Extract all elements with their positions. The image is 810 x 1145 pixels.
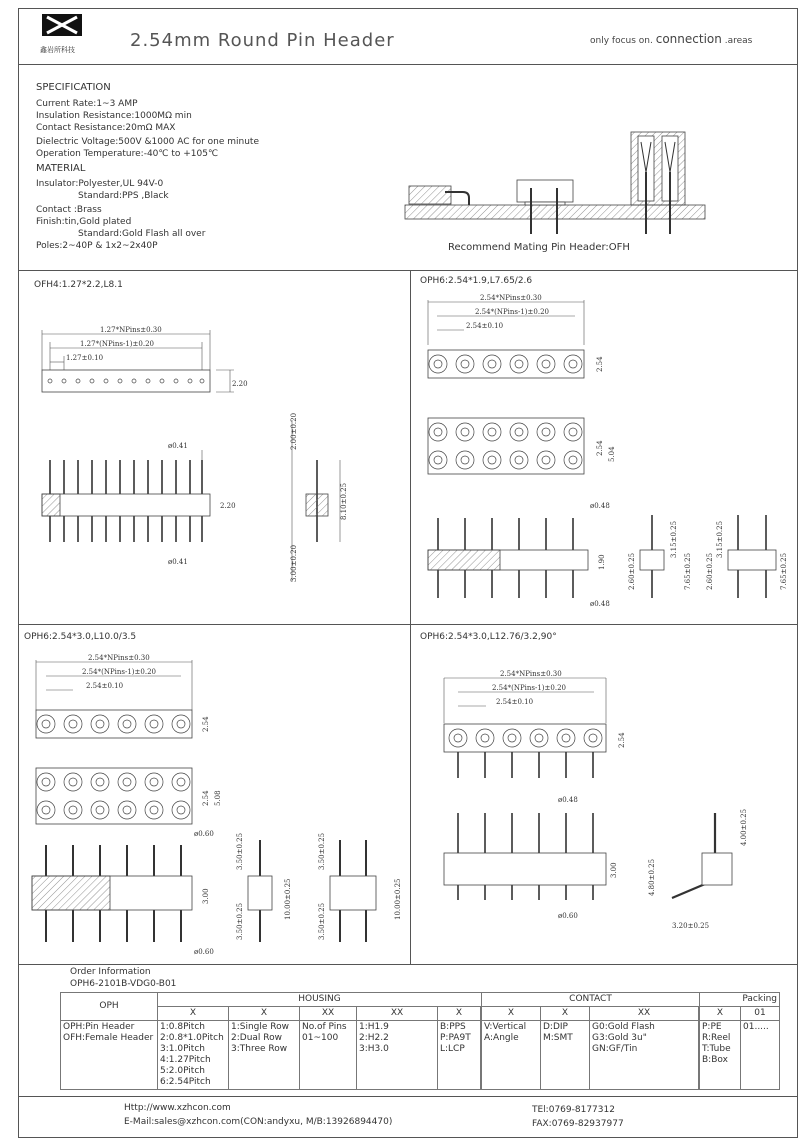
dim-label: 3.15±0.25	[670, 520, 678, 558]
pitch-value: 4:1.27Pitch	[160, 1055, 211, 1065]
table-cell: X	[438, 1007, 481, 1021]
spec-line: Contact Resistance:20mΩ MAX	[36, 123, 176, 133]
panel-title-ofh4: OFH4:1.27*2.2,L8.1	[34, 280, 123, 290]
dim-label: 3.50±0.25	[318, 902, 326, 940]
dim-label: ø0.48	[558, 796, 578, 804]
pitch-value: 3:1.0Pitch	[160, 1044, 205, 1054]
oph-value: OPH:Pin Header	[63, 1022, 135, 1032]
dim-label: ø0.60	[194, 948, 214, 956]
orient-value: A:Angle	[484, 1033, 519, 1043]
dim-label: 2.54	[202, 716, 210, 732]
order-example: OPH6-2101B-VDG0-B01	[70, 979, 177, 989]
material-line: Standard:PPS ,Black	[78, 191, 169, 201]
material-value: P:PA9T	[440, 1033, 471, 1043]
spec-heading: SPECIFICATION	[36, 82, 111, 93]
dim-label: 2.54*NPins±0.30	[88, 654, 150, 662]
table-cell: X	[541, 1007, 590, 1021]
dim-label: 2.54*NPins±0.30	[480, 294, 542, 302]
table-cell: X	[482, 1007, 541, 1021]
dim-label: 7.65±0.25	[780, 552, 788, 590]
dim-label: 7.65±0.25	[684, 552, 692, 590]
dim-label: 2.54*(NPins-1)±0.20	[492, 684, 566, 692]
dim-label: 2.60±0.25	[706, 552, 714, 590]
pins-value: 01~100	[302, 1033, 339, 1043]
oph6-19-drawing	[420, 290, 795, 615]
table-cell: XX	[357, 1007, 438, 1021]
section-divider	[18, 624, 798, 625]
dim-label: 10.00±0.25	[284, 878, 292, 920]
table-cell: Packing	[700, 993, 780, 1007]
dim-label: 2.54*(NPins-1)±0.20	[475, 308, 549, 316]
dim-label: 4.00±0.25	[740, 808, 748, 846]
oph6-30-drawing	[28, 650, 408, 960]
dim-label: ø0.48	[590, 502, 610, 510]
row-value: 1:Single Row	[231, 1022, 290, 1032]
height-value: 3:H3.0	[359, 1044, 389, 1054]
mating-illustration	[405, 128, 710, 238]
dim-label: 2.54	[202, 790, 210, 806]
dim-label: 2.60±0.25	[628, 552, 636, 590]
spec-line: Current Rate:1~3 AMP	[36, 99, 138, 109]
dim-label: 2.20	[232, 380, 248, 388]
dim-label: 1.90	[598, 554, 606, 570]
material-line: Standard:Gold Flash all over	[78, 229, 206, 239]
table-cell: XX	[590, 1007, 699, 1021]
pack-value: P:PE	[702, 1022, 722, 1032]
table-cell: XX	[300, 1007, 357, 1021]
dim-label: 5.04	[608, 446, 616, 462]
dim-label: 10.00±0.25	[394, 878, 402, 920]
dim-label: ø0.48	[590, 600, 610, 608]
brand-logo	[42, 14, 86, 44]
dim-label: 2.54±0.10	[466, 322, 504, 330]
dim-label: 1.27*NPins±0.30	[100, 326, 162, 334]
dim-label: 3.20±0.25	[672, 922, 710, 930]
pins-value: No.of Pins	[302, 1022, 347, 1032]
pitch-value: 5:2.0Pitch	[160, 1066, 205, 1076]
dim-label: 2.54	[596, 440, 604, 456]
slogan	[590, 32, 752, 46]
panel-title-oph6-90: OPH6:2.54*3.0,L12.76/3.2,90°	[420, 632, 557, 642]
dim-label: 3.50±0.25	[236, 902, 244, 940]
table-cell	[438, 1021, 481, 1090]
slogan-main: connection	[655, 32, 722, 46]
mating-caption: Recommend Mating Pin Header:OFH	[448, 242, 630, 253]
header-divider	[18, 64, 798, 65]
material-value: L:LCP	[440, 1044, 465, 1054]
dim-label: 2.54±0.10	[86, 682, 124, 690]
dim-label: 8.10±0.25	[340, 482, 348, 520]
plating-value: G0:Gold Flash	[592, 1022, 655, 1032]
table-row	[61, 993, 780, 1007]
dim-label: 2.00±0.20	[290, 412, 298, 450]
section-divider	[18, 964, 798, 965]
footer-email[interactable]: E-Mail:sales@xzhcon.com(CON:andyxu, M/B:13926894470)	[124, 1117, 393, 1127]
height-value: 2:H2.2	[359, 1033, 389, 1043]
table-cell	[357, 1021, 438, 1090]
material-heading: MATERIAL	[36, 163, 86, 174]
table-cell	[300, 1021, 357, 1090]
table-cell	[229, 1021, 300, 1090]
plating-value: GN:GF/Tin	[592, 1044, 638, 1054]
orient-value: V:Vertical	[484, 1022, 527, 1032]
dim-label: 2.54*(NPins-1)±0.20	[82, 668, 156, 676]
table-cell: HOUSING	[158, 993, 482, 1007]
pack-value: T:Tube	[702, 1044, 731, 1054]
height-value: 1:H1.9	[359, 1022, 389, 1032]
table-cell	[482, 1021, 541, 1090]
row-value: 3:Three Row	[231, 1044, 288, 1054]
dim-label: 4.80±0.25	[648, 858, 656, 896]
pitch-value: 6:2.54Pitch	[160, 1077, 211, 1087]
panel-title-oph6-30: OPH6:2.54*3.0,L10.0/3.5	[24, 632, 137, 642]
spec-block	[36, 82, 259, 252]
order-table-wrap	[60, 992, 780, 1090]
dim-label: 3.50±0.25	[236, 832, 244, 870]
material-line: Poles:2~40P & 1x2~2x40P	[36, 241, 158, 251]
table-cell: CONTACT	[482, 993, 700, 1007]
footer-divider	[18, 1096, 798, 1097]
mount-value: D:DIP	[543, 1022, 568, 1032]
table-cell	[61, 1021, 158, 1090]
panel-divider-vertical	[410, 270, 411, 964]
table-cell	[590, 1021, 699, 1090]
dim-label: ø0.60	[558, 912, 578, 920]
pitch-value: 2:0.8*1.0Pitch	[160, 1033, 224, 1043]
dim-label: 3.50±0.25	[318, 832, 326, 870]
page-title: 2.54mm Round Pin Header	[130, 30, 395, 51]
logo-text: 鑫岩所科技	[40, 46, 75, 54]
pitch-value: 1:0.8Pitch	[160, 1022, 205, 1032]
ofh4-drawing	[30, 320, 400, 620]
dim-label: 3.00	[610, 862, 618, 878]
dim-label: 2.54	[618, 732, 626, 748]
panel-title-oph6-19: OPH6:2.54*1.9,L7.65/2.6	[420, 276, 533, 286]
order-table	[60, 992, 780, 1090]
slogan-post: .areas	[724, 36, 753, 46]
dim-label: ø0.60	[194, 830, 214, 838]
dim-label: 3.15±0.25	[716, 520, 724, 558]
table-row	[61, 1021, 780, 1090]
mount-value: M:SMT	[543, 1033, 573, 1043]
dim-label: ø0.41	[168, 442, 188, 450]
dim-label: 3.00	[202, 888, 210, 904]
oph-value: OFH:Female Header	[63, 1033, 154, 1043]
dim-label: ø0.41	[168, 558, 188, 566]
table-cell: X	[229, 1007, 300, 1021]
table-cell: OPH	[61, 993, 158, 1021]
dim-label: 2.54*NPins±0.30	[500, 670, 562, 678]
table-row	[61, 1007, 780, 1021]
oph6-90-drawing	[440, 668, 790, 938]
table-cell	[700, 1021, 741, 1090]
dim-label: 1.27±0.10	[66, 354, 104, 362]
material-line: Insulator:Polyester,UL 94V-0	[36, 179, 164, 189]
table-cell: X	[158, 1007, 229, 1021]
slogan-pre: only focus on.	[590, 36, 653, 46]
dim-label: 5.08	[214, 790, 222, 806]
material-line: Finish:tin,Gold plated	[36, 217, 132, 227]
table-cell: 01.....	[741, 1021, 780, 1090]
pack-value: B:Box	[702, 1055, 728, 1065]
table-cell	[541, 1021, 590, 1090]
table-cell	[158, 1021, 229, 1090]
material-value: B:PPS	[440, 1022, 466, 1032]
dim-label: 2.20	[220, 502, 236, 510]
dim-label: 2.54	[596, 356, 604, 372]
dim-label: 1.27*(NPins-1)±0.20	[80, 340, 154, 348]
spec-line: Operation Temperature:-40℃ to +105℃	[36, 149, 219, 159]
material-line: Contact :Brass	[36, 205, 102, 215]
pack-value: R:Reel	[702, 1033, 731, 1043]
order-heading: Order Information	[70, 967, 151, 977]
footer-fax: FAX:0769-82937977	[532, 1119, 624, 1129]
table-cell: X	[700, 1007, 741, 1021]
section-divider	[18, 270, 798, 271]
footer-tel: TEl:0769-8177312	[532, 1105, 615, 1115]
dim-label: 2.54±0.10	[496, 698, 534, 706]
table-cell: 01	[741, 1007, 780, 1021]
footer-web[interactable]: Http://www.xzhcon.com	[124, 1103, 231, 1113]
spec-line: Dielectric Voltage:500V &1000 AC for one minute	[36, 137, 259, 147]
row-value: 2:Dual Row	[231, 1033, 282, 1043]
spec-line: Insulation Resistance:1000MΩ min	[36, 111, 192, 121]
dim-label: 3.00±0.20	[290, 544, 298, 582]
plating-value: G3:Gold 3u"	[592, 1033, 647, 1043]
